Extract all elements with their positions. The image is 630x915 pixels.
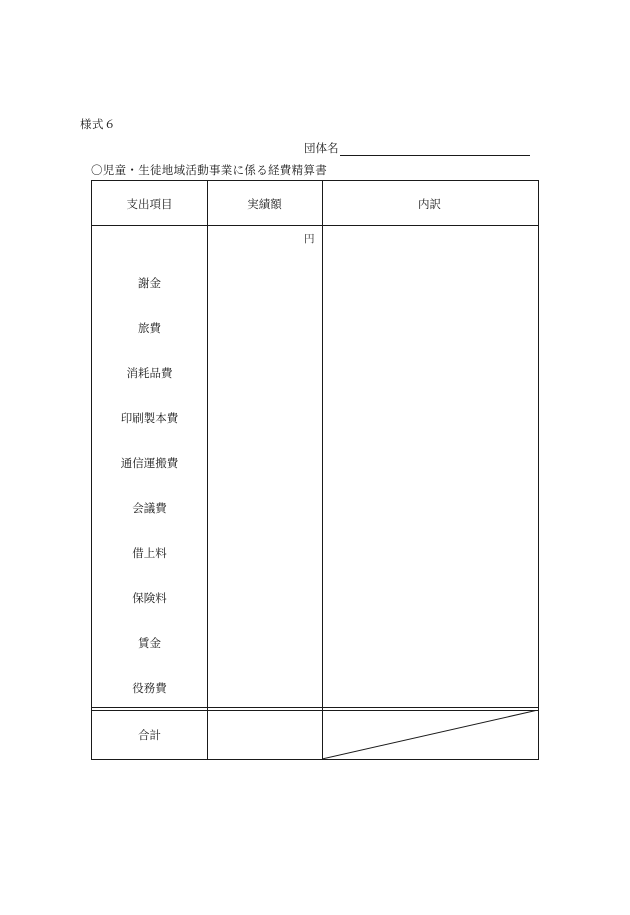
- organization-field: [304, 140, 530, 156]
- item-label: 借上料: [132, 546, 167, 560]
- total-breakdown-diagonal: [322, 710, 538, 759]
- item-label: 役務費: [132, 681, 167, 695]
- header-actual-amount: 実績額: [247, 197, 282, 211]
- item-label: 通信運搬費: [120, 456, 179, 470]
- column-divider-1: [207, 181, 208, 759]
- column-divider-2: [322, 181, 323, 759]
- item-label: 会議費: [132, 501, 167, 515]
- total-label: 合計: [138, 728, 161, 742]
- item-label: 保険料: [132, 591, 167, 605]
- header-divider: [92, 225, 538, 226]
- header-breakdown: 内訳: [418, 197, 441, 211]
- document-title: 〇児童・生徒地域活動事業に係る経費精算書: [91, 163, 327, 177]
- header-expense-item: 支出項目: [126, 197, 173, 211]
- item-label: 旅費: [138, 321, 161, 335]
- organization-label: 団体名: [304, 141, 339, 155]
- item-label: 印刷製本費: [120, 411, 179, 425]
- amount-unit: 円: [304, 233, 315, 245]
- total-divider-top: [92, 707, 538, 708]
- expense-table: [91, 180, 539, 760]
- organization-name-blank[interactable]: [340, 143, 530, 156]
- item-label: 賃金: [138, 636, 161, 650]
- form-number: 様式６: [80, 117, 116, 131]
- item-label: 謝金: [138, 276, 161, 290]
- item-label: 消耗品費: [126, 366, 173, 380]
